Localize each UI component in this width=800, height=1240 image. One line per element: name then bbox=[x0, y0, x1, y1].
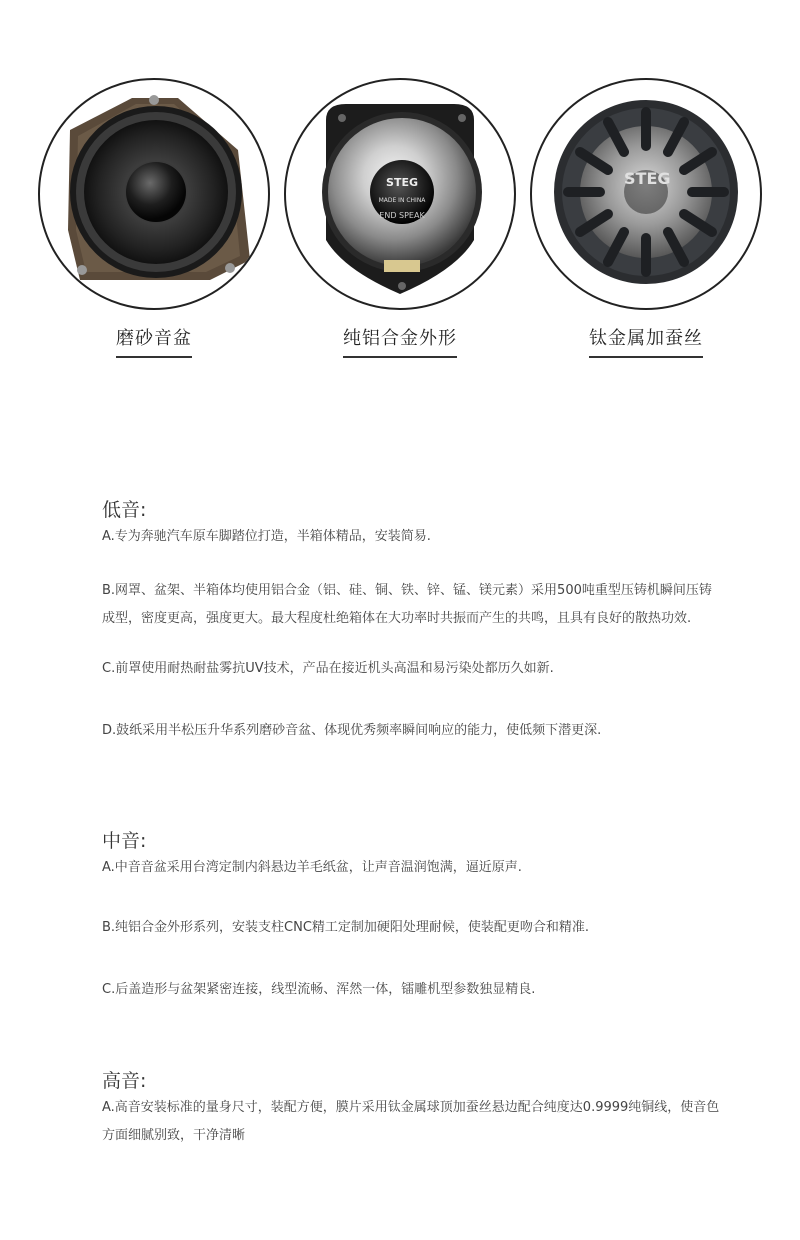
feature-image-frame bbox=[38, 78, 270, 310]
brand-logo-text: STEG bbox=[386, 176, 418, 189]
section-midrange bbox=[102, 828, 722, 1004]
feature-card-midrange bbox=[284, 78, 516, 358]
section-paragraph: A.高音安装标准的量身尺寸，装配方便，膜片采用钛金属球顶加蚕丝悬边配合纯度达0.9999纯铜线，使音色方面细腻别致，干净清晰 bbox=[102, 1100, 720, 1143]
ring-text: END SPEAK bbox=[379, 211, 425, 220]
section-tweeter bbox=[102, 1068, 722, 1150]
section-title: 低音: bbox=[102, 499, 147, 521]
section-paragraph: C.后盖造形与盆架紧密连接，线型流畅、浑然一体，镭雕机型参数独显精良. bbox=[102, 982, 536, 997]
section-paragraph: A.专为奔驰汽车原车脚踏位打造，半箱体精品，安装简易. bbox=[102, 529, 431, 544]
section-paragraph: B.纯铝合金外形系列，安装支柱CNC精工定制加硬阳处理耐候，使装配更吻合和精准. bbox=[102, 920, 590, 935]
feature-card-tweeter bbox=[530, 78, 762, 358]
section-bass bbox=[102, 497, 722, 745]
feature-label: 钛金属加蚕丝 bbox=[530, 324, 762, 358]
midrange-speaker-icon bbox=[286, 80, 514, 308]
woofer-speaker-icon bbox=[40, 80, 268, 308]
feature-image-frame bbox=[284, 78, 516, 310]
section-paragraph: C.前罩使用耐热耐盐雾抗UV技术，产品在接近机头高温和易污染处都历久如新. bbox=[102, 661, 554, 676]
section-paragraph: D.鼓纸采用半松压升华系列磨砂音盆、体现优秀频率瞬间响应的能力，使低频下潜更深. bbox=[102, 723, 602, 738]
section-paragraph: A.中音音盆采用台湾定制内斜悬边羊毛纸盆，让声音温润饱满，逼近原声. bbox=[102, 860, 522, 875]
section-paragraph: B.网罩、盆架、半箱体均使用铝合金（铝、硅、铜、铁、锌、锰、镁元素）采用500吨重型压铸机瞬间压铸成型，密度更高，强度更大。最大程度杜绝箱体在大功率时共振而产生的共鸣，且具有良好的散热功效. bbox=[102, 583, 712, 626]
feature-card-woofer bbox=[38, 78, 270, 358]
feature-label: 纯铝合金外形 bbox=[284, 324, 516, 358]
feature-label: 磨砂音盆 bbox=[38, 324, 270, 358]
made-in-badge-text: MADE IN CHINA bbox=[378, 197, 426, 204]
section-title: 中音: bbox=[102, 830, 147, 852]
section-title: 高音: bbox=[102, 1070, 147, 1092]
brand-logo-text: STEG bbox=[624, 169, 671, 188]
feature-image-frame bbox=[530, 78, 762, 310]
tweeter-speaker-icon bbox=[532, 80, 760, 308]
